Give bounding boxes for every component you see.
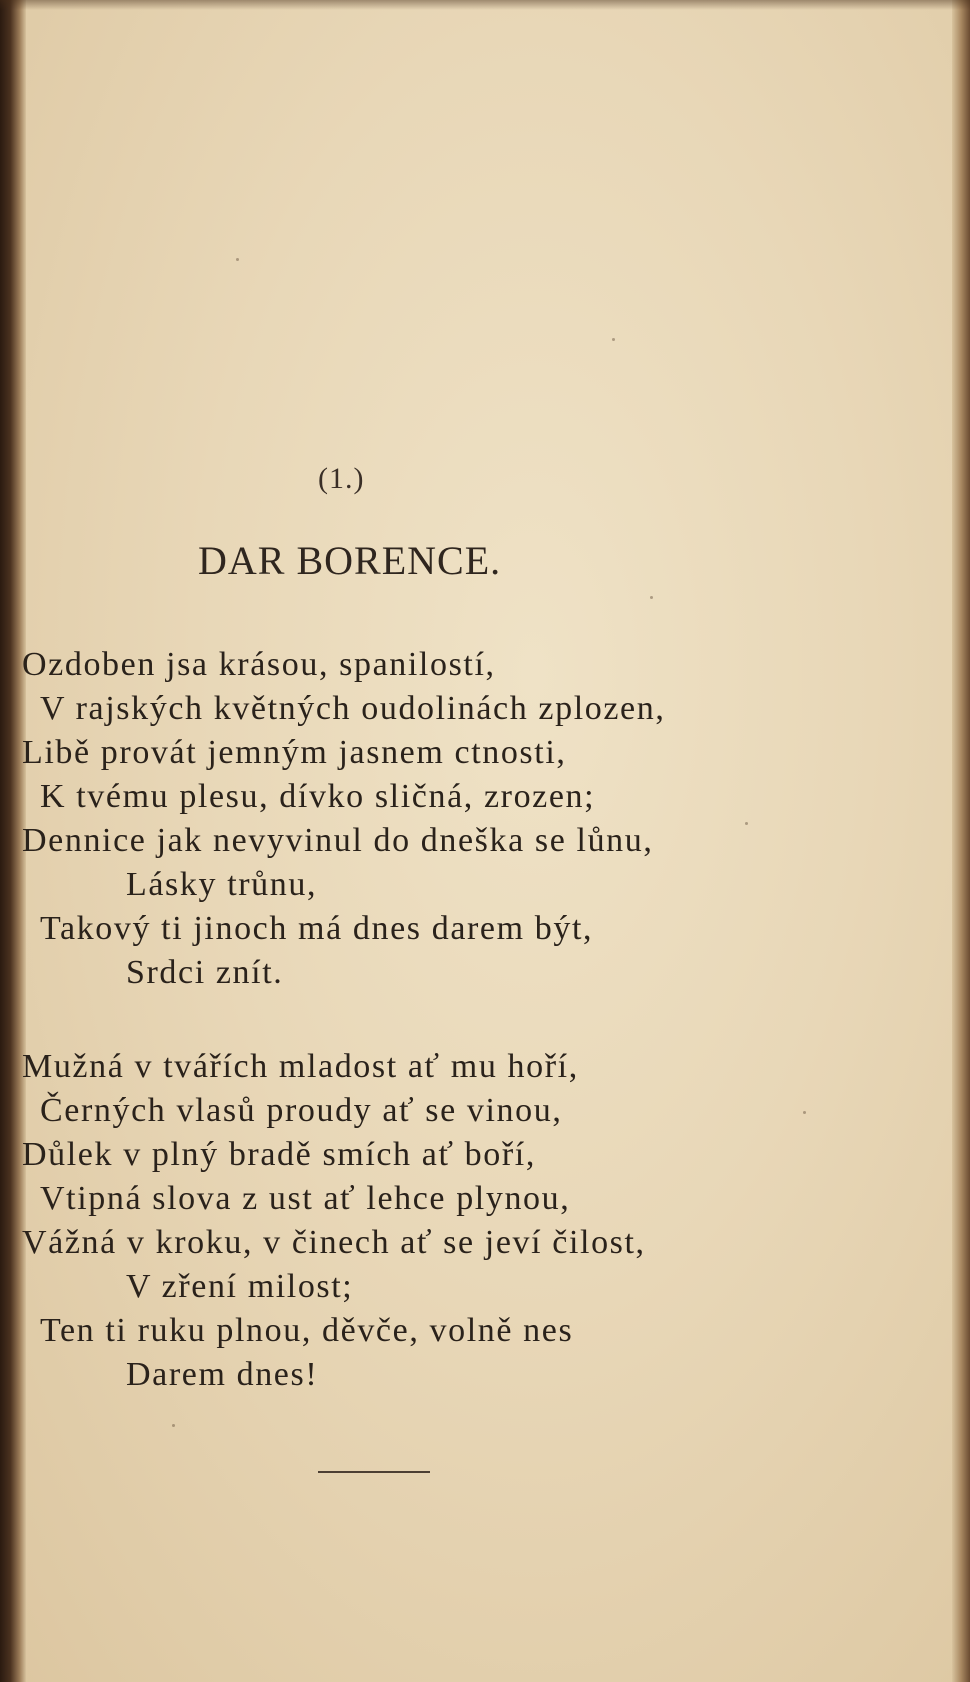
poem-line: Takový ti jinoch má dnes darem být, [40, 910, 594, 947]
poem-line: V zření milost; [126, 1268, 354, 1305]
poem-line: Dennice jak nevyvinul do dneška se lůnu, [22, 822, 654, 859]
page-right-edge [952, 0, 970, 1682]
poem-line: Srdci znít. [126, 954, 284, 991]
paper-speck [803, 1111, 806, 1114]
poem-line: Černých vlasů proudy ať se vinou, [40, 1092, 563, 1129]
poem-line: Vtipná slova z ust ať lehce plynou, [40, 1180, 571, 1217]
poem-line: K tvému plesu, dívko sličná, zrozen; [40, 778, 596, 815]
poem-line: Ozdoben jsa krásou, spanilostí, [22, 646, 496, 683]
poem-line: V rajských květných oudolinách zplozen, [40, 690, 666, 727]
poem-line: Lásky trůnu, [126, 866, 318, 903]
poem-line: Libě provát jemným jasnem ctnosti, [22, 734, 567, 771]
poem-line: Darem dnes! [126, 1356, 319, 1393]
page-top-shadow [0, 0, 970, 10]
section-number: (1.) [318, 462, 365, 495]
poem-line: Důlek v plný bradě smích ať boří, [22, 1136, 536, 1173]
poem-line: Vážná v kroku, v činech ať se jeví čilost, [22, 1224, 646, 1261]
poem-title: DAR BORENCE. [198, 538, 502, 583]
paper-speck [650, 596, 653, 599]
poem-line: Ten ti ruku plnou, děvče, volně nes [40, 1312, 574, 1349]
poem-line: Mužná v tvářích mladost ať mu hoří, [22, 1048, 579, 1085]
paper-speck [612, 338, 615, 341]
paper-speck [745, 822, 748, 825]
paper-speck [172, 1424, 175, 1427]
section-divider [318, 1471, 430, 1473]
paper-speck [236, 258, 239, 261]
